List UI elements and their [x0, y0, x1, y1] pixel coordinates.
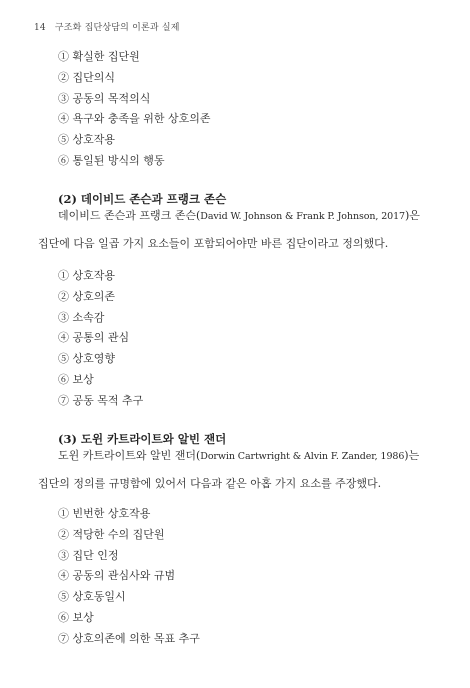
running-header	[34, 20, 180, 33]
list-group-johnson	[58, 270, 143, 416]
list-group-intro	[58, 51, 211, 176]
list-item: ⑤ 상호동일시	[58, 590, 126, 604]
book-title: 구조화 집단상담의 이론과 실제	[54, 23, 180, 33]
list-item: ② 상호의존	[58, 289, 116, 303]
list-item: ③ 공동의 목적의식	[58, 91, 151, 105]
list-group-cartwright	[58, 508, 200, 654]
list-item: ⑤ 상호영향	[58, 352, 116, 366]
paragraph-text: )은 집단에 다음 일곱 가지 요소들이 포함되어야만 바른 집단이라고 정의했다.	[38, 209, 420, 250]
paragraph-johnson	[38, 202, 428, 257]
list-item: ④ 공동의 관심사와 규범	[58, 569, 176, 583]
section-heading-johnson: (2) 데이비드 존슨과 프랭크 존슨	[58, 192, 227, 206]
list-item: ③ 소속감	[58, 310, 105, 324]
section-heading-cartwright: (3) 도윈 카트라이트와 알빈 잰더	[58, 432, 227, 446]
list-item: ⑦ 공동 목적 추구	[58, 393, 144, 407]
list-item: ① 확실한 집단원	[58, 50, 140, 63]
citation: Dorwin Cartwright & Alvin F. Zander, 1986	[200, 451, 405, 462]
list-item: ⑥ 보상	[58, 372, 94, 386]
list-item: ② 집단의식	[58, 70, 116, 84]
list-item: ② 적당한 수의 집단원	[58, 527, 165, 541]
paragraph-text: 도윈 카트라이트와 알빈 잰더(	[58, 449, 201, 462]
list-item: ⑦ 상호의존에 의한 목표 추구	[58, 631, 200, 645]
list-item: ④ 공통의 관심	[58, 331, 130, 345]
list-item: ① 상호작용	[58, 269, 116, 282]
citation: David W. Johnson & Frank P. Johnson, 2017	[200, 211, 405, 222]
list-item: ③ 집단 인정	[58, 548, 119, 562]
list-item: ① 빈번한 상호작용	[58, 507, 151, 520]
paragraph-text: )는 집단의 정의를 규명함에 있어서 다음과 같은 아홉 가지 요소를 주장했다.	[38, 449, 420, 490]
list-item: ⑤ 상호작용	[58, 133, 116, 147]
list-item: ④ 욕구와 충족을 위한 상호의존	[58, 112, 211, 126]
page-number: 14	[34, 23, 46, 33]
paragraph-cartwright	[38, 442, 428, 497]
paragraph-text: 데이비드 존슨과 프랭크 존슨(	[58, 209, 201, 222]
list-item: ⑥ 보상	[58, 610, 94, 624]
list-item: ⑥ 통일된 방식의 행동	[58, 153, 165, 167]
